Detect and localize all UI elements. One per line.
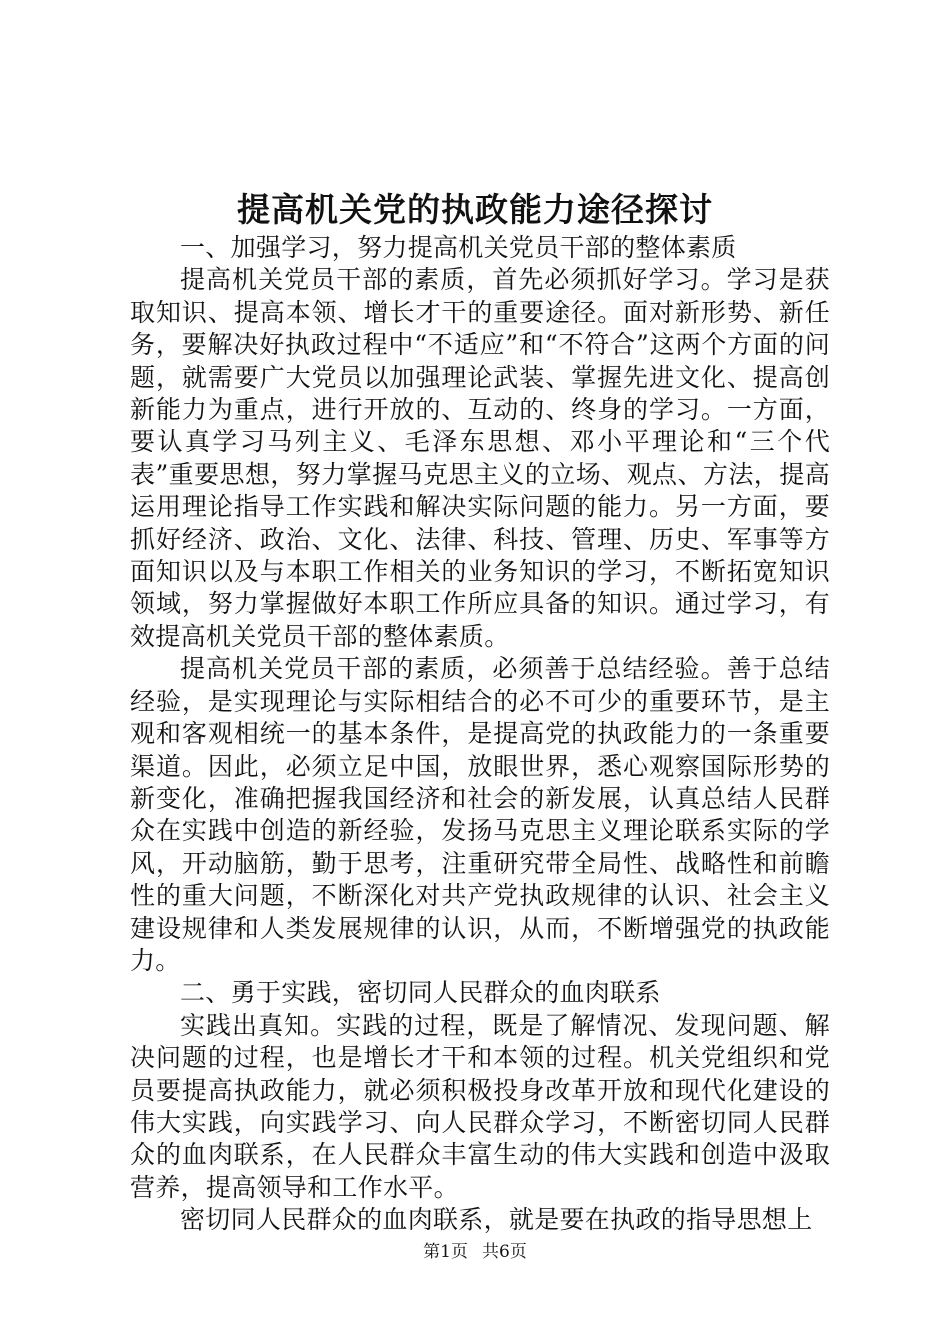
page-number: 第1页 (423, 1242, 468, 1262)
paragraph: 密切同人民群众的血肉联系，就是要在执政的指导思想上 (180, 1205, 813, 1235)
paragraph: 提高机关党员干部的素质，首先必须抓好学习。学习是获取知识、提高本领、增长才干的重要途径。面对新形势、新任务，要解决好执政过程中“不适应”和“不符合”这两个方面的问题，就需要广大党员以加强理论武装、掌握先进文化、提高创新能力为重点，进行开放的、互动的、终身的学习。一方面，要认真学习马列主义、毛泽东思想、邓小平理论和“三个代表”重要思想，努力掌握马克思主义的立场、观点、方法，提高运用理论指导工作实践和解决实际问题的能力。另一方面，要抓好经济、政治、文化、法律、科技、管理、历史、军事等方面知识以及与本职工作相关的业务知识的学习，不断拓宽知识领域，努力掌握做好本职工作所应具备的知识。通过学习，有效提高机关党员干部的整体素质。 (130, 265, 830, 651)
paragraph: 实践出真知。实践的过程，既是了解情况、发现问题、解决问题的过程，也是增长才干和本领的过程。机关党组织和党员要提高执政能力，就必须积极投身改革开放和现代化建设的伟大实践，向实践学习、向人民群众学习，不断密切同人民群众的血肉联系，在人民群众丰富生动的伟大实践和创造中汲取营养，提高领导和工作水平。 (130, 1010, 830, 1202)
document-title: 提高机关党的执政能力途径探讨 (237, 190, 713, 229)
page-footer (0, 1240, 950, 1264)
page-total: 共6页 (482, 1242, 527, 1262)
section-heading-2: 二、勇于实践，密切同人民群众的血肉联系 (180, 978, 661, 1008)
paragraph: 提高机关党员干部的素质，必须善于总结经验。善于总结经验，是实现理论与实际相结合的必不可少的重要环节，是主观和客观相统一的基本条件，是提高党的执政能力的一条重要渠道。因此，必须立足中国，放眼世界，悉心观察国际形势的新变化，准确把握我国经济和社会的新发展，认真总结人民群众在实践中创造的新经验，发扬马克思主义理论联系实际的学风，开动脑筋，勤于思考，注重研究带全局性、战略性和前瞻性的重大问题，不断深化对共产党执政规律的认识、社会主义建设规律和人类发展规律的认识，从而，不断增强党的执政能力。 (130, 654, 830, 975)
document-body (130, 232, 830, 1237)
section-heading-1: 一、加强学习，努力提高机关党员干部的整体素质 (180, 233, 737, 262)
